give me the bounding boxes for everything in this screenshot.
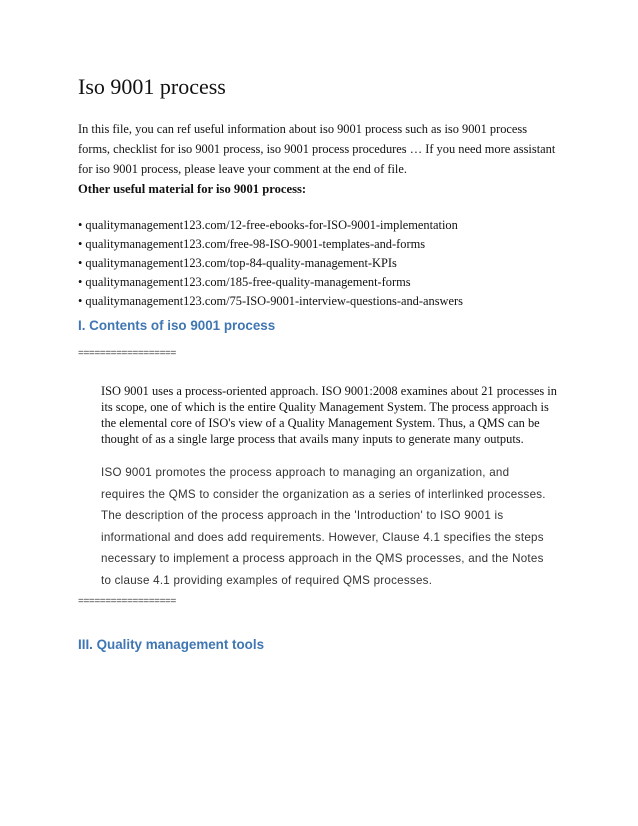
paragraph-line: ISO 9001 promotes the process approach to managing an organization, and <box>101 466 510 479</box>
section-heading-contents: I. Contents of iso 9001 process <box>78 318 276 333</box>
other-material-heading: Other useful material for iso 9001 process: <box>78 182 307 196</box>
intro-paragraph <box>78 119 568 179</box>
paragraph-line: necessary to implement a process approach in the QMS processes, and the Notes <box>101 552 544 565</box>
resource-link[interactable]: • qualitymanagement123.com/top-84-quality-management-KPIs <box>78 256 397 270</box>
resource-link[interactable]: • qualitymanagement123.com/12-free-ebooks-for-ISO-9001-implementation <box>78 218 458 232</box>
separator-rule-bottom: ================== <box>78 596 176 607</box>
paragraph-line: ISO 9001 uses a process-oriented approach. ISO 9001:2008 examines about 21 processes in <box>101 384 557 398</box>
separator-rule-top: ================== <box>78 348 176 359</box>
paragraph-line: the elemental core of ISO's view of a Quality Management System. Thus, a QMS can be <box>101 416 540 430</box>
section-heading-quality-tools: III. Quality management tools <box>78 637 265 652</box>
paragraph-line: thought of as a single large process that avails many inputs to generate many outputs. <box>101 432 524 446</box>
resource-link[interactable]: • qualitymanagement123.com/185-free-quality-management-forms <box>78 275 411 289</box>
paragraph-line: The description of the process approach in the 'Introduction' to ISO 9001 is <box>101 509 504 522</box>
paragraph-line: its scope, one of which is the entire Quality Management System. The process approach is <box>101 400 549 414</box>
process-approach-paragraph <box>101 383 571 447</box>
process-promotion-paragraph <box>101 462 571 591</box>
intro-line: forms, checklist for iso 9001 process, iso 9001 process procedures … If you need more assistant <box>78 142 556 156</box>
paragraph-line: requires the QMS to consider the organization as a series of interlinked processes. <box>101 487 546 501</box>
paragraph-line: informational and does add requirements. However, Clause 4.1 specifies the steps <box>101 530 544 544</box>
resource-link[interactable]: • qualitymanagement123.com/75-ISO-9001-interview-questions-and-answers <box>78 294 463 308</box>
intro-line: In this file, you can ref useful information about iso 9001 process such as iso 9001 process <box>78 122 528 136</box>
intro-line: for iso 9001 process, please leave your comment at the end of file. <box>78 162 407 176</box>
resource-link[interactable]: • qualitymanagement123.com/free-98-ISO-9001-templates-and-forms <box>78 237 426 251</box>
resource-link-list <box>78 216 463 311</box>
document-title: Iso 9001 process <box>78 74 226 99</box>
paragraph-line: to clause 4.1 providing examples of required QMS processes. <box>101 573 433 587</box>
